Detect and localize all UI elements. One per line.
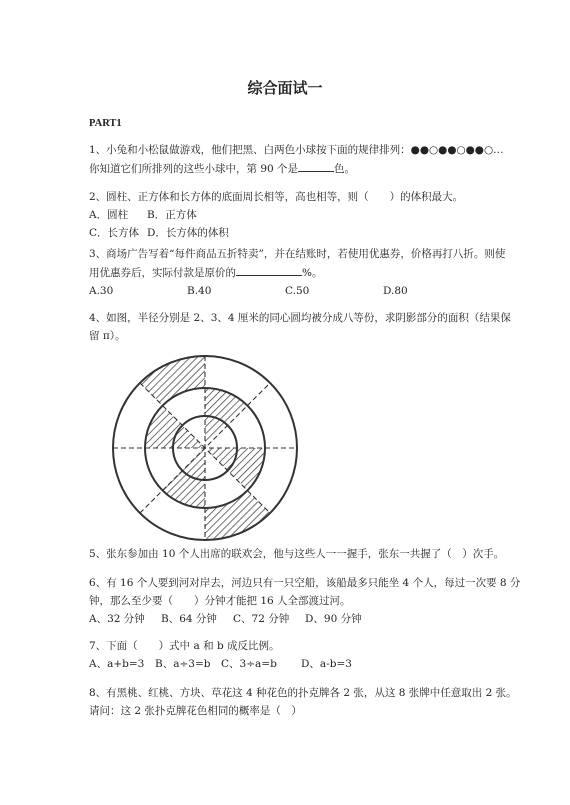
question-3-line-1: 3、商场广告写着“每件商品五折特卖”，并在结账时，若使用优惠券，价格再打八折。则使 [89, 248, 506, 260]
question-5-line-1: 5、张东参加由 10 个人出席的联欢会，他与这些人一一握手，张东一共握了（ ）次手。 [89, 548, 505, 560]
question-5 [89, 545, 505, 563]
question-4 [89, 309, 511, 345]
option-a: A．圆柱 [89, 209, 129, 221]
option-c: C．长方体 [89, 227, 140, 239]
question-6-options [89, 610, 484, 628]
question-3-text: 用优惠券后，实际付款是原价的 [89, 267, 236, 279]
question-1 [89, 141, 504, 178]
option-b: B.40 [187, 285, 212, 297]
answer-blank [298, 159, 334, 172]
option-d: D．长方体的体积 [147, 227, 229, 239]
option-a: A、a+b=3 [89, 658, 145, 670]
option-d: D、a-b=3 [301, 658, 352, 670]
question-4-line-2: 留 π）。 [89, 330, 126, 342]
question-7-options [89, 655, 484, 673]
concentric-circles-figure [107, 350, 303, 546]
question-3-suffix: %。 [302, 267, 323, 279]
question-3 [89, 245, 506, 300]
question-3-options [89, 282, 484, 300]
question-7-line-1: 7、下面（ ）式中 a 和 b 成反比例。 [89, 640, 280, 652]
question-3-line-2 [89, 263, 484, 282]
option-b: B、a÷3=b [155, 658, 211, 670]
option-a: A、32 分钟 [89, 613, 145, 625]
question-6-line-2: 钟，那么至少要（ ）分钟才能把 16 人全部渡过河。 [89, 595, 351, 607]
question-1-suffix: 色。 [334, 163, 356, 175]
question-6 [89, 574, 521, 628]
question-8-line-2: 请问：这 2 张扑克牌花色相同的概率是（ ） [89, 705, 302, 717]
option-c: C、3÷a=b [221, 658, 277, 670]
question-2-options-row-2 [89, 224, 484, 242]
option-c: C、72 分钟 [233, 613, 290, 625]
question-1-text: 你知道它们所排列的这些小球中，第 90 个是 [89, 163, 299, 175]
question-1-line-1: 1、小兔和小松鼠做游戏，他们把黑、白两色小球按下面的规律排列：●●○●●○●●○… [89, 144, 504, 156]
option-c: C.50 [285, 285, 310, 297]
question-2 [89, 188, 484, 242]
question-1-line-2 [89, 159, 484, 178]
question-7 [89, 637, 484, 673]
page-title: 综合面试一 [247, 79, 323, 97]
option-d: D.80 [383, 285, 408, 297]
question-4-line-1: 4、如图，半径分别是 2、3、4 厘米的同心圆均被分成八等份，求阴影部分的面积（结果保 [89, 312, 511, 324]
question-8 [89, 684, 517, 720]
question-2-line-1: 2、圆柱、正方体和长方体的底面周长相等，高也相等，则（ ）的体积最大。 [89, 191, 464, 203]
question-8-line-1: 8、有黑桃、红桃、方块、草花这 4 种花色的扑克牌各 2 张，从这 8 张牌中任意取出 2 张。 [89, 687, 517, 699]
answer-blank [236, 263, 302, 276]
question-2-options-row-1 [89, 206, 484, 224]
question-6-line-1: 6、有 16 个人要到河对岸去，河边只有一只空船，该船最多只能坐 4 个人，每过一次要 8 分 [89, 577, 521, 589]
option-b: B、64 分钟 [161, 613, 217, 625]
option-a: A.30 [89, 285, 114, 297]
option-b: B．正方体 [147, 209, 197, 221]
option-d: D、90 分钟 [305, 613, 362, 625]
section-heading: PART1 [89, 118, 122, 129]
